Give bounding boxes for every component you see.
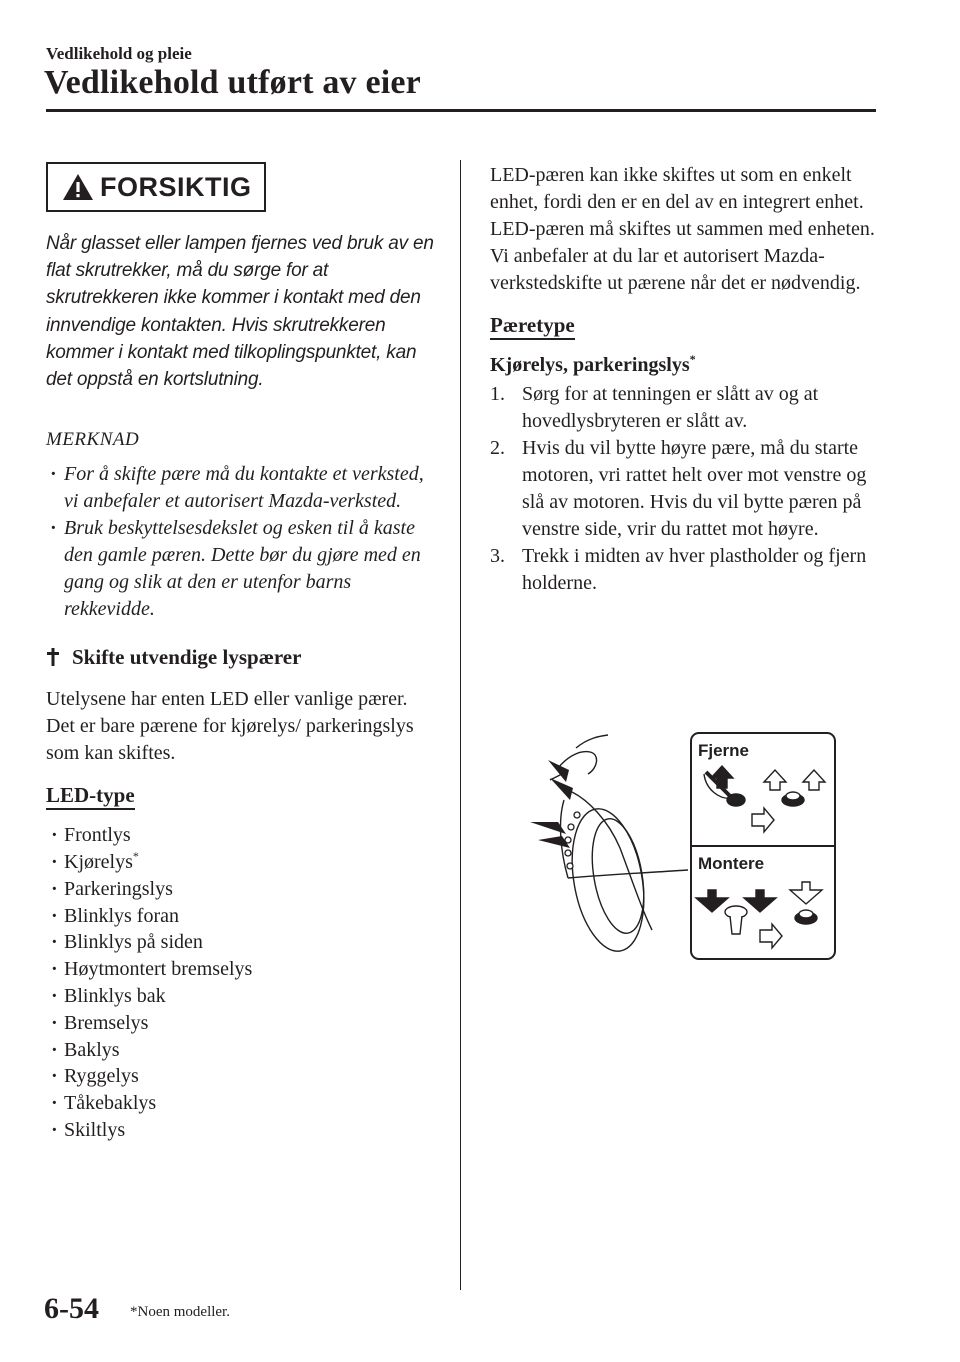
list-item: · Baklys xyxy=(46,1037,441,1064)
column-divider xyxy=(460,160,461,1290)
right-column xyxy=(490,162,890,597)
list-item: · Blinklys foran xyxy=(46,903,441,930)
led-paragraph: LED-pæren kan ikke skiftes ut som en enkelt enhet, fordi den er en del av en integrert enhet. xyxy=(490,164,864,213)
car-fender-illustration xyxy=(550,735,688,957)
footnote: *Noen modeller. xyxy=(130,1304,230,1320)
note-list xyxy=(46,461,441,623)
bulb-subheading xyxy=(490,354,890,377)
bulb-type-heading: Pæretype xyxy=(490,313,575,340)
section-heading xyxy=(46,645,441,670)
note-title: MERKNAD xyxy=(46,429,140,451)
instruction-panel xyxy=(691,733,835,959)
list-item: · Blinklys bak xyxy=(46,983,441,1010)
section-label: Vedlikehold og pleie xyxy=(46,44,192,63)
list-item: · Frontlys xyxy=(46,822,441,849)
step-number: 1. xyxy=(490,383,505,405)
step-item xyxy=(490,543,890,597)
warning-icon xyxy=(62,172,94,202)
list-item: · Blinklys på siden xyxy=(46,929,441,956)
list-item: · Ryggelys xyxy=(46,1063,441,1090)
page-number: 6-54 xyxy=(44,1292,99,1325)
step-text: Sørg for at tenningen er slått av og at hovedlysbryteren er slått av. xyxy=(522,383,819,432)
note-item: · For å skifte pære må du kontakte et verksted, vi anbefaler et autorisert Mazda-verksted. xyxy=(46,461,441,515)
step-text: Hvis du vil bytte høyre pære, må du starte motoren, vri rattet helt over mot venstre og slå av motoren. Hvis du vil bytte pæren på venstre side, vrir du rattet mot høyre. xyxy=(522,437,867,540)
step-number: 2. xyxy=(490,437,505,459)
list-item: · Tåkebaklys xyxy=(46,1090,441,1117)
intro-paragraph: Det er bare pærene for kjørelys/ parkeringslys som kan skiftes. xyxy=(46,715,414,765)
step-item xyxy=(490,435,890,543)
asterisk-marker: * xyxy=(132,849,139,864)
caution-title: FORSIKTIG xyxy=(100,171,252,202)
list-item xyxy=(46,849,441,876)
header-rule xyxy=(46,109,876,112)
led-paragraph: LED-pæren må skiftes ut sammen med enheten. Vi anbefaler at du lar et autorisert Mazda-verkstedskifte ut pærene når det er nødvendig. xyxy=(490,218,875,294)
asterisk-marker: * xyxy=(689,352,696,366)
step-item xyxy=(490,381,890,435)
list-item: · Parkeringslys xyxy=(46,876,441,903)
intro-paragraph: Utelysene har enten LED eller vanlige pærer. xyxy=(46,688,408,711)
list-item: · Bremselys xyxy=(46,1010,441,1037)
caution-box xyxy=(46,162,266,212)
pointer-arrows xyxy=(530,760,573,848)
led-type-heading: LED-type xyxy=(46,783,135,810)
led-list xyxy=(46,822,441,1144)
left-column xyxy=(46,162,441,1144)
list-item: · Høytmontert bremselys xyxy=(46,956,441,983)
note-item: · Bruk beskyttelsesdekslet og esken til å kaste den gamle pæren. Dette bør du gjøre med en gang og slik at den er utenfor barns rekkevidde. xyxy=(46,515,441,623)
step-number: 3. xyxy=(490,545,505,567)
bulb-holder-diagram xyxy=(528,730,838,962)
chapter-title: Vedlikehold utført av eier xyxy=(44,64,421,101)
bulb-subheading-text: Kjørelys, parkeringslys xyxy=(490,354,690,376)
remove-label: Fjerne xyxy=(698,741,750,760)
install-label: Montere xyxy=(698,854,765,873)
list-item: · Skiltlys xyxy=(46,1117,441,1144)
step-text: Trekk i midten av hver plastholder og fjern holderne. xyxy=(522,545,867,594)
list-item-text: Kjørelys xyxy=(64,851,133,874)
section-marker-icon xyxy=(46,647,60,667)
section-heading-text: Skifte utvendige lyspærer xyxy=(72,645,302,670)
step-list xyxy=(490,381,890,597)
caution-text: Når glasset eller lampen fjernes ved bruk av en flat skrutrekker, må du sørge for at skrutrekkeren ikke kommer i kontakt med den innvendige kontakten. Hvis skrutrekkeren kommer i kontakt med tilkoplingspunktet, kan det oppstå en kortslutning. xyxy=(46,233,434,391)
